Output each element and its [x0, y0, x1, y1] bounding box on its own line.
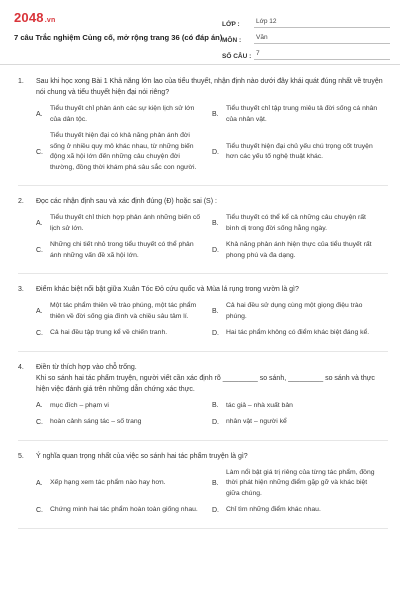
option-text: Cả hai đều tập trung kể về chiến tranh.	[50, 329, 168, 336]
option-label: A.	[36, 402, 43, 410]
question-number: 1.	[18, 78, 24, 85]
option-label: D.	[212, 148, 219, 156]
option-text: Tiểu thuyết hiện đại có khả năng phản ánh đời sống ở nhiều quy mô khác nhau, từ những biến động xã hội lớn đến những câu chuyện đời thường, đồng thời khám phá sâu sắc con người.	[50, 132, 197, 171]
question-stem	[18, 451, 388, 462]
option-label: C.	[36, 148, 43, 156]
answer-options	[36, 301, 388, 345]
meta-class	[222, 12, 390, 28]
meta-value: Lớp 12	[254, 17, 390, 28]
question-divider	[18, 440, 388, 441]
answer-option[interactable]	[212, 104, 388, 125]
answer-option[interactable]	[212, 417, 388, 428]
logo-text: 2048	[14, 10, 44, 25]
option-label: A.	[36, 220, 43, 227]
option-label: D.	[212, 418, 219, 426]
question-text: Ý nghĩa quan trọng nhất của việc so sánh hai tác phẩm truyện là gì?	[36, 452, 248, 460]
answer-option[interactable]	[36, 417, 212, 428]
option-text: hoàn cảnh sáng tác – số trang	[50, 418, 142, 425]
option-text: Tiểu thuyết chỉ thích hợp phản ánh những biến cố lịch sử lớn.	[50, 214, 201, 232]
option-text: nhân vật – người kể	[226, 418, 287, 425]
meta-key: LỚP :	[222, 21, 240, 28]
question-number: 5.	[18, 452, 24, 460]
option-text: Xếp hạng xem tác phẩm nào hay hơn.	[50, 479, 166, 486]
meta-key: SỐ CÂU :	[222, 53, 252, 60]
question-number: 2.	[18, 198, 24, 205]
answer-options	[36, 468, 388, 522]
question-text: Điểm khác biệt nổi bật giữa Xuân Tóc Đỏ cứu quốc và Mùa lá rụng trong vườn là gì?	[36, 286, 299, 293]
question-text: Đọc các nhận định sau và xác định đúng (Đ) hoặc sai (S) :	[36, 198, 217, 205]
answer-option[interactable]	[212, 505, 388, 516]
option-label: B.	[212, 111, 219, 118]
answer-options	[36, 104, 388, 179]
question-text: Điền từ thích hợp vào chỗ trống. Khi so sánh hai tác phẩm truyện, người viết cần xác định rõ _________ so sánh, _________ so sánh và thực hiện việc đánh giá trên những dẫn chứng xác thực.	[36, 363, 375, 393]
option-text: Cả hai đều sử dụng cùng một giọng điệu trào phúng.	[226, 302, 363, 320]
option-text: Làm nổi bật giá trị riêng của từng tác phẩm, đồng thời phát hiện những điểm gặp gỡ và khác biệt giữa chúng.	[226, 468, 375, 497]
option-text: Một tác phẩm thiên về trào phúng, một tác phẩm thiên về đời sống gia đình và chiều sâu tâm lí.	[50, 302, 197, 320]
option-label: B.	[212, 402, 219, 410]
question-divider	[18, 351, 388, 352]
question-stem	[18, 196, 388, 207]
option-label: A.	[36, 479, 43, 487]
answer-option[interactable]	[212, 301, 388, 322]
answer-option[interactable]	[36, 240, 212, 261]
option-label: C.	[36, 247, 43, 254]
question-item	[18, 284, 388, 352]
answer-options	[36, 401, 388, 434]
answer-option[interactable]	[36, 401, 212, 412]
answer-option[interactable]	[212, 213, 388, 234]
option-text: Tiểu thuyết hiện đại chủ yếu chú trọng cốt truyện hơn các yếu tố nghệ thuật khác.	[226, 142, 373, 160]
question-item	[18, 76, 388, 186]
answer-option[interactable]	[36, 104, 212, 125]
option-text: Những chi tiết nhỏ trong tiểu thuyết có thể phản ánh những vấn đề xã hội lớn.	[50, 241, 194, 259]
meta-value: 7	[254, 49, 390, 60]
question-number: 4.	[18, 363, 24, 371]
option-label: B.	[212, 479, 219, 487]
meta-value: Văn	[254, 33, 390, 44]
question-text: Sau khi học xong Bài 1 Khả năng lớn lao của tiểu thuyết, nhận định nào dưới đây khái quát đúng nhất về truyện nói chung và tiểu thuyết hiện đại nói riêng?	[36, 78, 383, 96]
answer-option[interactable]	[212, 468, 388, 500]
site-logo[interactable]	[14, 10, 55, 25]
option-label: D.	[212, 329, 219, 337]
option-label: B.	[212, 308, 219, 315]
question-item	[18, 196, 388, 274]
option-text: tác giả – nhà xuất bản	[226, 401, 293, 409]
question-stem	[18, 284, 388, 295]
question-divider	[18, 528, 388, 529]
option-label: A.	[36, 308, 43, 315]
answer-options	[36, 213, 388, 267]
option-text: Khả năng phản ánh hiện thực của tiểu thuyết rất phong phú và đa dạng.	[226, 241, 372, 259]
question-number: 3.	[18, 286, 24, 293]
answer-option[interactable]	[36, 213, 212, 234]
option-text: Tiểu thuyết chỉ tập trung miêu tả đời sống cá nhân của nhân vật.	[226, 105, 378, 123]
meta-key: MÔN :	[222, 37, 242, 44]
answer-option[interactable]	[36, 301, 212, 322]
answer-option[interactable]	[36, 505, 212, 516]
option-label: D.	[212, 247, 219, 254]
document-title: 7 câu Trắc nghiệm Củng cố, mở rộng trang 36 (có đáp án)	[14, 33, 223, 42]
question-divider	[18, 185, 388, 186]
option-label: D.	[212, 506, 219, 514]
answer-option[interactable]	[212, 401, 388, 412]
question-item	[18, 362, 388, 441]
logo-suffix: .vn	[44, 17, 56, 24]
answer-option[interactable]	[212, 131, 388, 173]
option-label: C.	[36, 418, 43, 426]
meta-question-count	[222, 44, 390, 60]
document-header	[0, 0, 400, 65]
answer-option[interactable]	[36, 328, 212, 339]
question-stem	[18, 362, 388, 395]
option-text: Chỉ tìm những điểm khác nhau.	[226, 506, 321, 513]
answer-option[interactable]	[36, 468, 212, 500]
option-label: A.	[36, 111, 43, 118]
option-text: Hai tác phẩm không có điểm khác biệt đáng kể.	[226, 329, 370, 336]
option-label: C.	[36, 329, 43, 337]
answer-option[interactable]	[36, 131, 212, 173]
option-text: Tiểu thuyết chỉ phản ánh các sự kiện lịch sử lớn của dân tộc.	[50, 105, 195, 123]
option-text: Tiểu thuyết có thể kể cả những câu chuyện rất bình dị trong đời sống hằng ngày.	[226, 214, 366, 232]
option-label: B.	[212, 220, 219, 227]
question-stem	[18, 76, 388, 98]
option-text: Chứng minh hai tác phẩm hoàn toàn giống nhau.	[50, 506, 198, 513]
answer-option[interactable]	[212, 328, 388, 339]
question-item	[18, 451, 388, 529]
answer-option[interactable]	[212, 240, 388, 261]
question-list	[0, 76, 400, 539]
document-meta	[222, 12, 390, 60]
question-divider	[18, 273, 388, 274]
option-text: mục đích – phạm vi	[50, 401, 109, 409]
option-label: C.	[36, 506, 43, 514]
meta-subject	[222, 28, 390, 44]
